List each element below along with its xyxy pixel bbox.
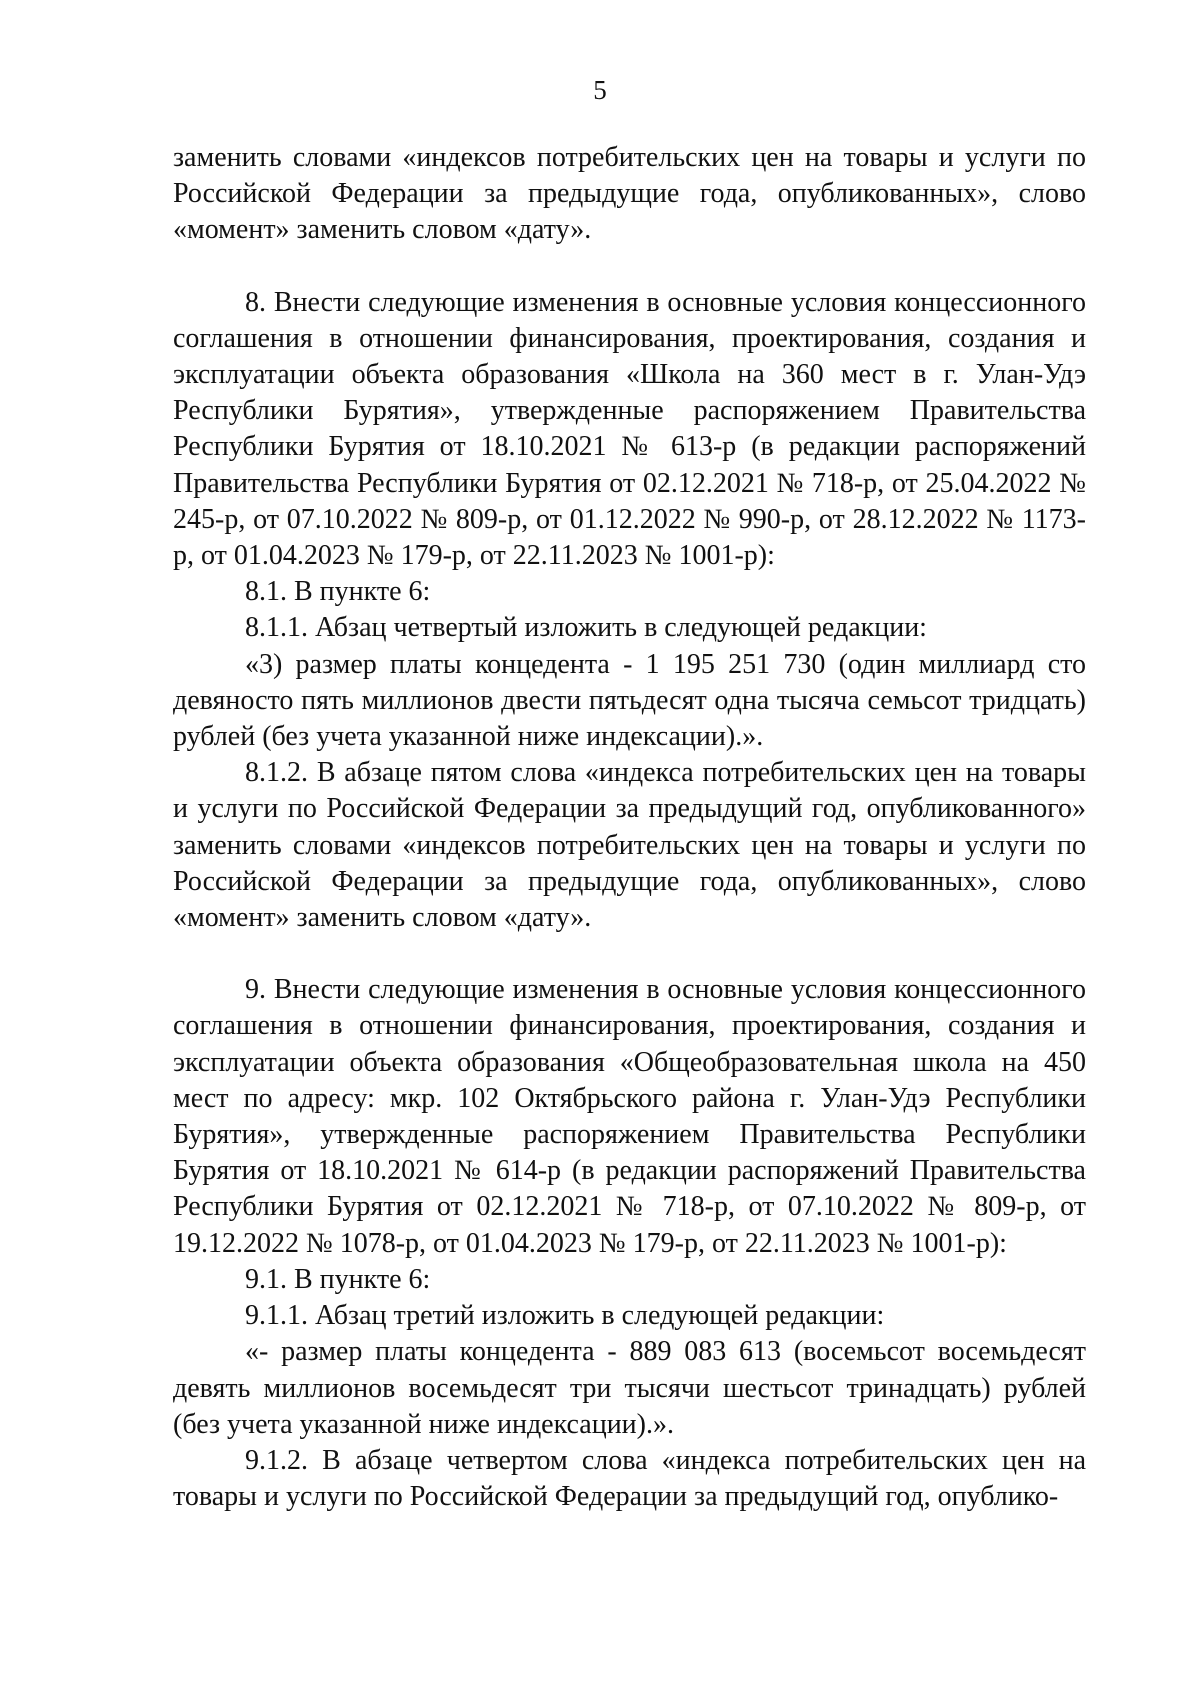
paragraph-item-8: 8. Внести следующие изменения в основные условия концессионного соглашения в отношении финансирования, проектирования, создания и эксплуатации объекта образования «Школа на 360 мест в г. Улан-Удэ Республики Бурятия», утвержденные распоряжением Правительства Республики Бурятия от 18.10.2021 № 613-р (в редакции распоряжений Правительства Республики Бурятия от 02.12.2021 № 718-р, от 25.04.2022 № 245-р, от 07.10.2022 № 809-р, от 01.12.2022 № 990-р, от 28.12.2022 № 1173-р, от 01.04.2023 № 179-р, от 22.11.2023 № 1001-р):	[173, 286, 1086, 572]
paragraph-item-8-1: 8.1. В пункте 6:	[245, 576, 431, 608]
paragraph-item-8-1-1: 8.1.1. Абзац четвертый изложить в следующей редакции:	[245, 612, 927, 644]
paragraph-item-9-1-2: 9.1.2. В абзаце четвертом слова «индекса потребительских цен на товары и услуги по Российской Федерации за предыдущий год, опублико-	[173, 1444, 1086, 1513]
paragraph-item-9-1-1: 9.1.1. Абзац третий изложить в следующей редакции:	[245, 1300, 885, 1332]
page-number: 5	[593, 75, 607, 105]
paragraph-quote-8-1-1: «3) размер платы концедента - 1 195 251 730 (один миллиард сто девяносто пять миллионов двести пятьдесят одна тысяча семьсот тридцать) рублей (без учета указанной ниже индексации).».	[173, 648, 1086, 753]
paragraph-item-8-1-2: 8.1.2. В абзаце пятом слова «индекса потребительских цен на товары и услуги по Российской Федерации за предыдущий год, опубликованного» заменить словами «индексов потребительских цен на товары и услуги по Российской Федерации за предыдущие года, опубликованных», слово «момент» заменить словом «дату».	[173, 757, 1086, 934]
document-body	[173, 140, 1086, 1515]
paragraph-item-9-1: 9.1. В пункте 6:	[245, 1263, 431, 1295]
paragraph-item-9: 9. Внести следующие изменения в основные условия концессионного соглашения в отношении финансирования, проектирования, создания и эксплуатации объекта образования «Общеобразовательная школа на 450 мест по адресу: мкр. 102 Октябрьского района г. Улан-Удэ Республики Бурятия», утвержденные распоряжением Правительства Республики Бурятия от 18.10.2021 № 614-р (в редакции распоряжений Правительства Республики Бурятия от 02.12.2021 № 718-р, от 07.10.2022 № 809-р, от 19.12.2022 № 1078-р, от 01.04.2023 № 179-р, от 22.11.2023 № 1001-р):	[173, 974, 1086, 1259]
paragraph-quote-9-1-1: «- размер платы концедента - 889 083 613 (восемьсот восемьдесят девять миллионов восемьдесят три тысячи шестьсот тринадцать) рублей (без учета указанной ниже индексации).».	[173, 1336, 1086, 1440]
paragraph-continuation: заменить словами «индексов потребительских цен на товары и услуги по Российской Федерации за предыдущие года, опубликованных», слово «момент» заменить словом «дату».	[173, 142, 1086, 246]
